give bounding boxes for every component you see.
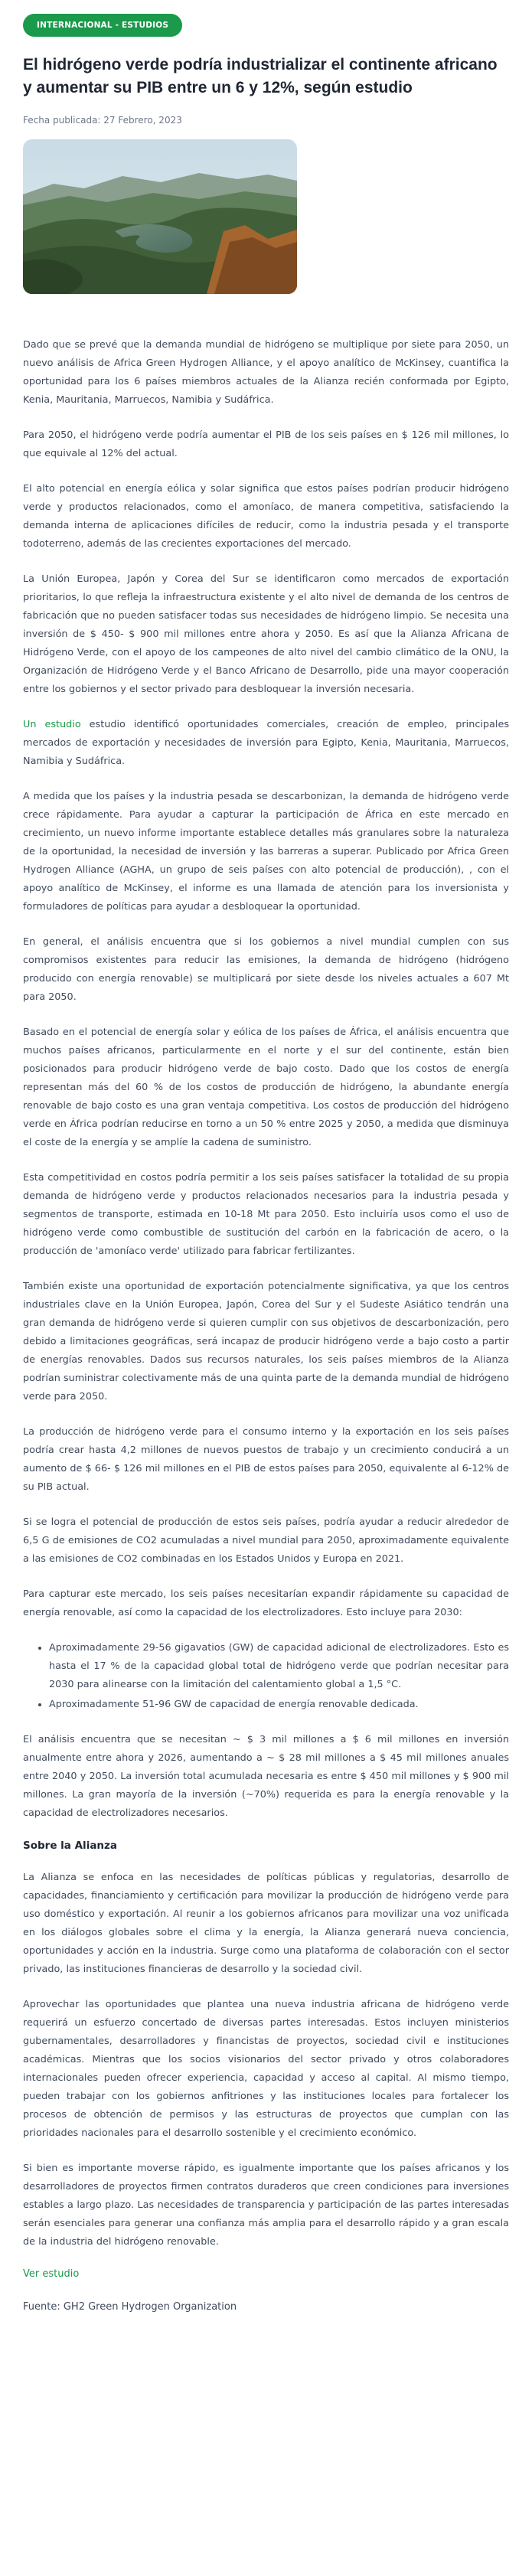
ver-estudio-link[interactable]: Ver estudio (23, 2268, 80, 2280)
paragraph-competitiveness: Esta competitividad en costos podría permitir a los seis países satisfacer la totalidad de su propia demanda de hidrógeno verde y productos relacionados necesarios para la industria pesada y segmentos de transporte, estimada en 10-18 Mt para 2050. Esto incluiría usos como el uso de hidrógeno verde como combustible de sustitución del carbón en la fabricación de acero, o la producción de 'amoníaco verde' utilizado para fabricar fertilizantes. (23, 1172, 509, 1257)
source-credit: Fuente: GH2 Green Hydrogen Organization (23, 2301, 237, 2313)
publish-date: Fecha publicada: 27 Febrero, 2023 (23, 115, 182, 126)
paragraph-contracts: Si bien es importante moverse rápido, es igualmente importante que los países africanos y los desarrolladores de proyectos firmen contratos duraderos que creen condiciones para inversiones estables a largo plazo. Las necesidades de transparencia y participación de las partes interesadas serán esenciales para generar una confianza más amplia para el desarrollo rápido y a gran escala de la industria del hidrógeno renovable. (23, 2163, 509, 2248)
paragraph-capacity: Para capturar este mercado, los seis países necesitarían expandir rápidamente su capacidad de energía renovable, así como la capacidad de los electrolizadores. Esto incluye para 2030: (23, 1588, 509, 1618)
paragraph-solar-wind: Basado en el potencial de energía solar y eólica de los países de África, el análisis encuentra que muchos países africanos, particularmente en el norte y el sur del continente, están bien posicionados para producir hidrógeno verde de bajo costo. Dado que los costos de energía representan más del 60 % de los costos de producción de hidrógeno, la abundante energía renovable de bajo costo es una gran ventaja competitiva. Los costos de producción del hidrógeno verde en África podrían reducirse en torno a un 50 % entre 2025 y 2050, a medida que disminuya el coste de la energía y se amplíe la cadena de suministro. (23, 1027, 509, 1148)
paragraph-export-markets: La Unión Europea, Japón y Corea del Sur se identificaron como mercados de exportación prioritarios, lo que refleja la infraestructura existente y el alto nivel de demanda de los centros de fabricación que no pueden satisfacer todas sus necesidades de hidrógeno limpio. Se necesita una inversión de $ 450- $ 900 mil millones entre ahora y 2050. Es así que la Alianza Africana de Hidrógeno Verde, con el apoyo de los campeones de alto nivel del cambio climático de la ONU, la Organización de Hidrógeno Verde y el Banco Africano de Desarrollo, pide una mayor cooperación entre los gobiernos y el sector privado para desbloquear la inversión necesaria. (23, 573, 509, 695)
list-item: • Aproximadamente 29-56 gigavatios (GW) de capacidad adicional de electrolizadores. Esto es hasta el 17 % de la capacidad global total de hidrógeno verde que podrían necesitar para 2030 para alinearse con la limitación del calentamiento global a 1,5 °C. (49, 1639, 509, 1694)
category-badge[interactable]: INTERNACIONAL - ESTUDIOS (23, 14, 182, 37)
list-item: • Aproximadamente 51-96 GW de capacidad de energía renovable dedicada. (49, 1696, 509, 1714)
capacity-list (23, 1639, 509, 1714)
paragraph-export-opportunity: También existe una oportunidad de exportación potencialmente significativa, ya que los centros industriales clave en la Unión Europea, Japón, Corea del Sur y el Sudeste Asiático tendrán una gran demanda de hidrógeno verde si quieren cumplir con sus objetivos de descarbonización, pero debido a limitaciones geográficas, será incapaz de producir hidrógeno verde a bajo costo a partir de energías renovables. Dados sus recursos naturales, los seis países miembros de la Alianza podrían suministrar colectivamente más de una quinta parte de la demanda mundial de hidrógeno verde para 2050. (23, 1281, 509, 1402)
paragraph-study (23, 716, 509, 771)
paragraph-emissions: Si se logra el potencial de producción de estos seis países, podría ayudar a reducir alrededor de 6,5 G de emisiones de CO2 acumuladas a nivel mundial para 2050, aproximadamente equivalente a las emisiones de CO2 combinadas en los Estados Unidos y Europa en 2021. (23, 1517, 509, 1565)
hero-image (23, 139, 297, 294)
section-heading-alliance: Sobre la Alianza (23, 1840, 118, 1852)
paragraph-intro: Dado que se prevé que la demanda mundial de hidrógeno se multiplique por siete para 2050, un nuevo análisis de Africa Green Hydrogen Alliance, y el apoyo analítico de McKinsey, cuantifica la oportunidad para los 6 países miembros actuales de la Alianza recién conformada por Egipto, Kenia, Mauritania, Marruecos, Namibia y Sudáfrica. (23, 339, 509, 406)
study-link[interactable]: Un estudio (23, 719, 81, 730)
article-title: El hidrógeno verde podría industrializar el continente africano y aumentar su PIB entre un 6 y 12%, según estudio (23, 56, 498, 96)
paragraph-investment: El análisis encuentra que se necesitan ~ $ 3 mil millones a $ 6 mil millones en inversión anualmente entre ahora y 2026, aumentando a ~ $ 28 mil millones a $ 45 mil millones anuales entre 2040 y 2050. La inversión total acumulada necesaria es entre $ 450 mil millones y $ 900 mil millones. La gran mayoría de la inversión (~70%) requerida es para la energía renovable y la capacidad de electrolizadores necesarios. (23, 1734, 509, 1819)
paragraph-study-text: estudio identificó oportunidades comerciales, creación de empleo, principales mercados de exportación y necesidades de inversión para Egipto, Kenia, Mauritania, Marruecos, Namibia y Sudáfrica. (23, 719, 509, 767)
paragraph-alliance-focus: La Alianza se enfoca en las necesidades de políticas públicas y regulatorias, desarrollo de capacidades, financiamiento y certificación para movilizar la producción de hidrógeno verde para uso doméstico y exportación. Al reunir a los gobiernos africanos para movilizar una voz unificada en los diálogos globales sobre el clima y la energía, la Alianza generará nueva conciencia, oportunidades y acción en la industria. Surge como una plataforma de colaboración con el sector privado, las instituciones financieras de desarrollo y la sociedad civil. (23, 1872, 509, 1975)
paragraph-pib: Para 2050, el hidrógeno verde podría aumentar el PIB de los seis países en $ 126 mil millones, lo que equivale al 12% del actual. (23, 429, 509, 459)
paragraph-demand: A medida que los países y la industria pesada se descarbonizan, la demanda de hidrógeno verde crece rápidamente. Para ayudar a capturar la participación de África en este mercado en crecimiento, un nuevo informe importante establece detalles más granulares sobre la naturaleza de la oportunidad, la necesidad de inversión y las barreras a superar. Publicado por Africa Green Hydrogen Alliance (AGHA, un grupo de seis países con alto potencial de producción), , con el apoyo analítico de McKinsey, el informe es una llamada de atención para los inversionista y formuladores de políticas para ayudar a desbloquear la oportunidad. (23, 791, 509, 913)
paragraph-potential: El alto potencial en energía eólica y solar significa que estos países podrían producir hidrógeno verde y productos relacionados, como el amoníaco, de manera competitiva, satisfaciendo la demanda interna de aplicaciones difíciles de reducir, como la industria pesada y el transporte todoterreno, además de las crecientes exportaciones del mercado. (23, 483, 509, 550)
paragraph-jobs: La producción de hidrógeno verde para el consumo interno y la exportación en los seis países podría crear hasta 4,2 millones de nuevos puestos de trabajo y un crecimiento conducirá a un aumento de $ 66- $ 126 mil millones en el PIB de estos países para 2050, equivalente al 6-12% de su PIB actual. (23, 1426, 509, 1493)
paragraph-stakeholders: Aprovechar las oportunidades que plantea una nueva industria africana de hidrógeno verde requerirá un esfuerzo concertado de diversas partes interesadas. Estos incluyen ministerios gubernamentales, desarrolladores y financistas de proyectos, sociedad civil e instituciones académicas. Mientras que los socios visionarios del sector privado y otros colaboradores internacionales pueden ofrecer experiencia, capacidad y acceso al capital. Al mismo tiempo, pueden trabajar con los gobiernos anfitriones y las instituciones locales para fortalecer los procesos de obtención de permisos y las estructuras de proyectos que cumplan con las prioridades nacionales para el desarrollo sostenible y el crecimiento económico. (23, 1999, 509, 2139)
paragraph-analysis: En general, el análisis encuentra que si los gobiernos a nivel mundial cumplen con sus compromisos existentes para reducir las emisiones, la demanda de hidrógeno (hidrógeno producido con energía renovable) se multiplicará por siete desde los niveles actuales a 607 Mt para 2050. (23, 936, 509, 1003)
